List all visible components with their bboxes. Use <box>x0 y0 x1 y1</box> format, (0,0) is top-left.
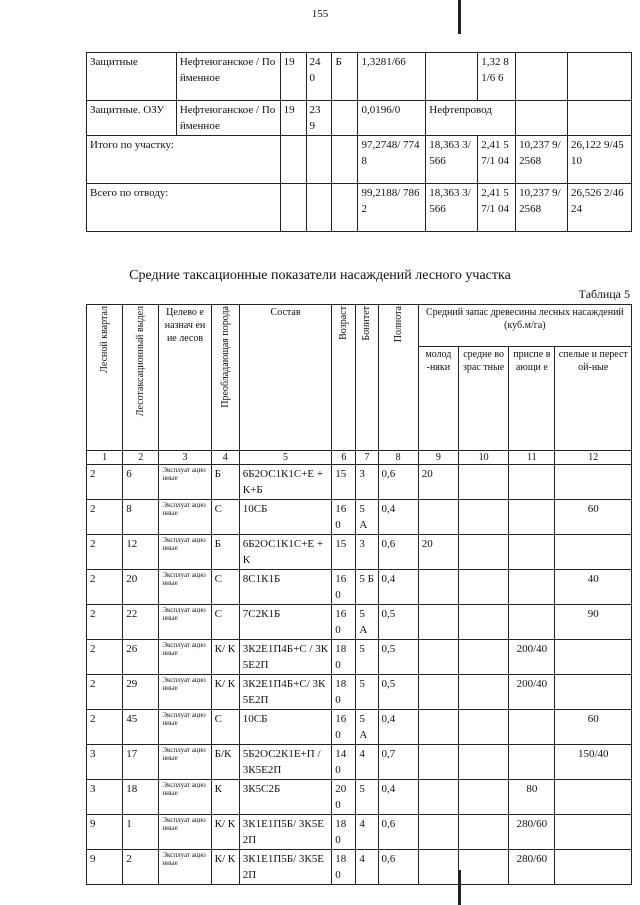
table-cell: Б <box>211 535 239 570</box>
table-cell: 5Б2ОС2К1Е+П / 3К5Е2П <box>239 745 332 780</box>
table-row <box>87 780 632 815</box>
table-cell: 90 <box>555 605 632 640</box>
table-cell: 4 <box>356 745 378 780</box>
upper-table-row <box>87 184 632 232</box>
table-cell: 0,6 <box>378 535 418 570</box>
table-cell: 16 0 <box>332 605 356 640</box>
table-cell: 10СБ <box>239 500 332 535</box>
table-cell: Защитные. ОЗУ <box>87 101 177 136</box>
table-cell: К/ К <box>211 850 239 885</box>
table-cell: Б/К <box>211 745 239 780</box>
table-cell: 7С2К1Б <box>239 605 332 640</box>
table-cell: 10,237 9/2568 <box>516 136 568 184</box>
table-row <box>87 710 632 745</box>
header-sostav: Состав <box>239 305 332 451</box>
header-sredne: средне возрас тные <box>458 347 508 451</box>
table-cell <box>458 500 508 535</box>
table-cell: 2,41 57/1 04 <box>478 184 516 232</box>
table-cell <box>509 465 555 500</box>
table-cell <box>509 500 555 535</box>
upper-table-row <box>87 136 632 184</box>
table-cell: 20 0 <box>332 780 356 815</box>
column-number: 10 <box>458 451 508 465</box>
table-row <box>87 535 632 570</box>
table-cell: К/ К <box>211 640 239 675</box>
table-cell <box>568 101 632 136</box>
table-cell <box>458 570 508 605</box>
table-row <box>87 500 632 535</box>
table-row <box>87 570 632 605</box>
table-cell <box>306 184 332 232</box>
table-cell <box>458 675 508 710</box>
table-cell: С <box>211 500 239 535</box>
table-cell: 1,3281/66 <box>358 53 426 101</box>
table-cell: 17 <box>123 745 159 780</box>
table-cell: 6Б2ОС1К1С+Е +К <box>239 535 332 570</box>
table-cell: 10СБ <box>239 710 332 745</box>
table-cell <box>458 535 508 570</box>
table-cell: 200/40 <box>509 675 555 710</box>
table-cell: 0,5 <box>378 675 418 710</box>
table-cell <box>509 605 555 640</box>
table-cell: С <box>211 710 239 745</box>
table-cell: 6Б2ОС1К1С+Е +К+Б <box>239 465 332 500</box>
header-poroda: Преобладающая порода <box>211 305 239 451</box>
table-cell: 3 <box>356 535 378 570</box>
table-cell: 2 <box>87 605 123 640</box>
table-row <box>87 640 632 675</box>
table-cell: 2 <box>87 640 123 675</box>
table-cell: 97,2748/ 7748 <box>358 136 426 184</box>
table-cell <box>332 136 358 184</box>
table-cell: 0,6 <box>378 850 418 885</box>
table-cell: Нефтеюганское / Пойменное <box>176 101 280 136</box>
table-cell <box>458 640 508 675</box>
column-number: 9 <box>418 451 458 465</box>
table-cell: Всего по отводу: <box>87 184 281 232</box>
table-cell <box>418 605 458 640</box>
table-cell: Нефтеюганское / Пойменное <box>176 53 280 101</box>
table-cell: 2 <box>87 710 123 745</box>
table-cell: 5 <box>356 780 378 815</box>
table-row <box>87 465 632 500</box>
table-cell: Нефтепровод <box>426 101 516 136</box>
table-cell: 280/60 <box>509 815 555 850</box>
purpose-cell: Эксплуат ационные <box>159 570 211 605</box>
table-cell: 2 <box>87 570 123 605</box>
table-cell: 18 <box>123 780 159 815</box>
purpose-cell: Эксплуат ационные <box>159 675 211 710</box>
table-cell: К/ К <box>211 675 239 710</box>
column-number: 12 <box>555 451 632 465</box>
table-cell <box>418 780 458 815</box>
table-cell: 5 <box>356 640 378 675</box>
table-cell: Б <box>211 465 239 500</box>
table-cell <box>555 675 632 710</box>
table-cell <box>418 675 458 710</box>
table-cell <box>458 850 508 885</box>
table-label: Таблица 5 <box>578 287 630 301</box>
header-vydel: Лесотаксационный выдел <box>123 305 159 451</box>
table-cell: 0,4 <box>378 500 418 535</box>
column-number: 5 <box>239 451 332 465</box>
table-cell: 2,41 57/1 04 <box>478 136 516 184</box>
table-cell: С <box>211 570 239 605</box>
table-cell: 3К2Е1П4Б+С / 3К5Е2П <box>239 640 332 675</box>
taxation-table <box>86 304 632 885</box>
table-cell: 23 9 <box>306 101 332 136</box>
table-cell: 5 А <box>356 710 378 745</box>
table-cell: 1,32 81/6 6 <box>478 53 516 101</box>
table-cell: 15 <box>332 465 356 500</box>
header-kvartal: Лесной квартал <box>87 305 123 451</box>
table-cell: 99,2188/ 7862 <box>358 184 426 232</box>
table-cell: 0,0196/0 <box>358 101 426 136</box>
purpose-cell: Эксплуат ационные <box>159 640 211 675</box>
column-number: 2 <box>123 451 159 465</box>
header-vozrast: Возраст <box>332 305 356 451</box>
table-cell: 9 <box>87 815 123 850</box>
table-cell <box>555 465 632 500</box>
table-cell: 29 <box>123 675 159 710</box>
table-cell: 18 0 <box>332 675 356 710</box>
purpose-cell: Эксплуат ационные <box>159 535 211 570</box>
table-cell: 1 <box>123 815 159 850</box>
table-cell <box>509 745 555 780</box>
column-number: 11 <box>509 451 555 465</box>
binding-mark <box>458 0 461 34</box>
section-heading: Средние таксационные показатели насаждений лесного участка <box>129 268 511 283</box>
header-zapas: Средний запас древесины лесных насаждений (куб.м/га) <box>418 305 631 347</box>
table-cell: 0,6 <box>378 465 418 500</box>
header-bonitet: Бонитет <box>356 305 378 451</box>
table-cell: 3 <box>87 745 123 780</box>
header-naznach: Целево е назнач ение лесов <box>159 305 211 451</box>
table-cell: 0,5 <box>378 640 418 675</box>
table-cell: Защитные <box>87 53 177 101</box>
table-cell: 150/40 <box>555 745 632 780</box>
column-number: 7 <box>356 451 378 465</box>
purpose-cell: Эксплуат ационные <box>159 605 211 640</box>
table-cell: 24 0 <box>306 53 332 101</box>
table-cell <box>568 53 632 101</box>
table-cell <box>555 815 632 850</box>
table-row <box>87 745 632 780</box>
table-cell <box>555 780 632 815</box>
table-cell: 5 <box>356 675 378 710</box>
table-cell: 2 <box>87 675 123 710</box>
table-cell <box>306 136 332 184</box>
table-cell: 18,363 3/566 <box>426 136 478 184</box>
table-cell: 5 А <box>356 500 378 535</box>
table-cell: 22 <box>123 605 159 640</box>
table-cell: 12 <box>123 535 159 570</box>
table-cell: 6 <box>123 465 159 500</box>
table-cell: 40 <box>555 570 632 605</box>
table-cell: 8 <box>123 500 159 535</box>
table-cell: 19 <box>280 53 306 101</box>
header-molod: молод -няки <box>418 347 458 451</box>
purpose-cell: Эксплуат ационные <box>159 710 211 745</box>
column-number: 6 <box>332 451 356 465</box>
table-cell <box>516 53 568 101</box>
table-cell: 10,237 9/2568 <box>516 184 568 232</box>
table-cell: 16 0 <box>332 500 356 535</box>
purpose-cell: Эксплуат ационные <box>159 780 211 815</box>
table-cell: 18,363 3/566 <box>426 184 478 232</box>
table-cell: 0,4 <box>378 710 418 745</box>
table-cell: 20 <box>123 570 159 605</box>
table-cell: 20 <box>418 535 458 570</box>
table-cell <box>458 745 508 780</box>
table-cell: 8С1К1Б <box>239 570 332 605</box>
table-cell <box>458 780 508 815</box>
column-number: 4 <box>211 451 239 465</box>
table-cell <box>555 640 632 675</box>
table-cell <box>280 184 306 232</box>
table-cell <box>418 500 458 535</box>
table-cell: 5 Б <box>356 570 378 605</box>
table-cell: 60 <box>555 710 632 745</box>
table-cell: 19 <box>280 101 306 136</box>
table-cell: 15 <box>332 535 356 570</box>
table-cell: 280/60 <box>509 850 555 885</box>
table-cell: 200/40 <box>509 640 555 675</box>
purpose-cell: Эксплуат ационные <box>159 500 211 535</box>
table-cell: 2 <box>123 850 159 885</box>
header-prisp: приспе вающи е <box>509 347 555 451</box>
table-cell: 0,4 <box>378 570 418 605</box>
table-cell <box>418 710 458 745</box>
table-cell: 60 <box>555 500 632 535</box>
table-cell <box>509 710 555 745</box>
table-cell <box>418 850 458 885</box>
table-cell: 26,122 9/4510 <box>568 136 632 184</box>
table-cell <box>458 605 508 640</box>
column-number: 8 <box>378 451 418 465</box>
purpose-cell: Эксплуат ационные <box>159 850 211 885</box>
table-cell <box>509 535 555 570</box>
table-cell <box>418 745 458 780</box>
table-cell: 18 0 <box>332 850 356 885</box>
header-spelye: спелые и перестой-ные <box>555 347 632 451</box>
table-cell: 18 0 <box>332 815 356 850</box>
upper-table-row <box>87 101 632 136</box>
table-cell: 3К2Е1П4Б+С/ 3К5Е2П <box>239 675 332 710</box>
column-number: 1 <box>87 451 123 465</box>
table-cell: 0,6 <box>378 815 418 850</box>
header-polnota: Полнота <box>378 305 418 451</box>
table-cell <box>458 465 508 500</box>
table-cell <box>555 850 632 885</box>
page-number: 155 <box>311 8 329 20</box>
table-cell: 2 <box>87 465 123 500</box>
table-cell <box>280 136 306 184</box>
table-cell: 5 А <box>356 605 378 640</box>
table-row <box>87 605 632 640</box>
table-cell: 3К1Е1П5Б/ 3К5Е2П <box>239 815 332 850</box>
table-cell: 80 <box>509 780 555 815</box>
column-number: 3 <box>159 451 211 465</box>
table-cell: 3 <box>87 780 123 815</box>
table-row <box>87 850 632 885</box>
table-cell: 0,4 <box>378 780 418 815</box>
table-cell: 20 <box>418 465 458 500</box>
table-cell: 4 <box>356 850 378 885</box>
table-cell: 2 <box>87 500 123 535</box>
upper-table-row <box>87 53 632 101</box>
table-cell: С <box>211 605 239 640</box>
table-row <box>87 815 632 850</box>
table-cell <box>458 710 508 745</box>
table-cell: 9 <box>87 850 123 885</box>
table-cell: 2 <box>87 535 123 570</box>
table-cell <box>418 570 458 605</box>
table-cell <box>418 640 458 675</box>
table-cell <box>509 570 555 605</box>
table-cell: 3К5С2Б <box>239 780 332 815</box>
table-cell: 26 <box>123 640 159 675</box>
upper-summary-table <box>86 52 632 232</box>
table-cell <box>426 53 478 101</box>
table-cell: 14 0 <box>332 745 356 780</box>
table-cell <box>332 101 358 136</box>
table-cell: Итого по участку: <box>87 136 281 184</box>
table-cell: К <box>211 780 239 815</box>
purpose-cell: Эксплуат ационные <box>159 745 211 780</box>
table-cell: 16 0 <box>332 710 356 745</box>
table-cell: 16 0 <box>332 570 356 605</box>
table-cell: 3К1Е1П5Б/ 3К5Е2П <box>239 850 332 885</box>
table-cell <box>516 101 568 136</box>
table-cell <box>418 815 458 850</box>
table-cell: 18 0 <box>332 640 356 675</box>
table-cell: 0,7 <box>378 745 418 780</box>
table-cell: 4 <box>356 815 378 850</box>
purpose-cell: Эксплуат ационные <box>159 465 211 500</box>
table-cell: 3 <box>356 465 378 500</box>
table-cell: К/ К <box>211 815 239 850</box>
purpose-cell: Эксплуат ационные <box>159 815 211 850</box>
table-row <box>87 675 632 710</box>
table-cell <box>332 184 358 232</box>
table-cell: 45 <box>123 710 159 745</box>
table-cell <box>555 535 632 570</box>
table-cell: 0,5 <box>378 605 418 640</box>
table-cell: 26,526 2/4624 <box>568 184 632 232</box>
table-cell: Б <box>332 53 358 101</box>
table-cell <box>458 815 508 850</box>
